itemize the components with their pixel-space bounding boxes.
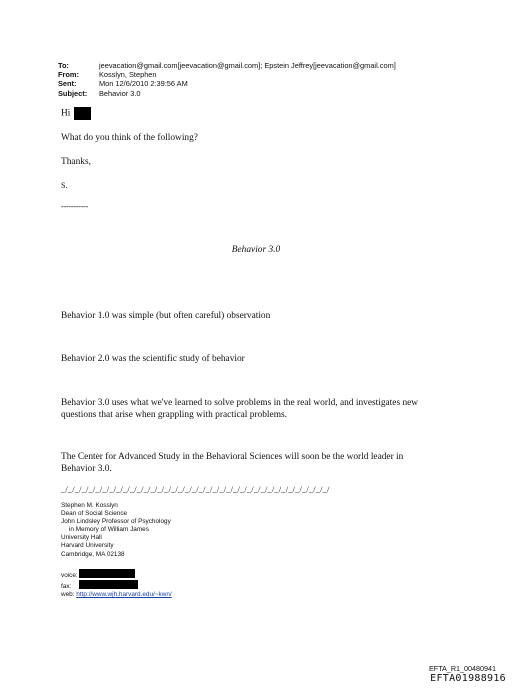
greeting: Hi <box>61 108 71 119</box>
subject-label: Subject: <box>58 88 88 98</box>
fax-row <box>61 580 172 591</box>
voice-redaction <box>79 569 135 578</box>
contact-block <box>61 569 172 599</box>
sent-label: Sent: <box>58 79 77 89</box>
email-header <box>58 61 396 98</box>
voice-label: voice: <box>61 572 78 579</box>
from-label: From: <box>58 70 79 80</box>
signature-title-3: in Memory of William James <box>69 526 149 534</box>
signature-address-3: Cambridge, MA 02138 <box>61 550 125 558</box>
to-value: jeevacation@gmail.com[jeevacation@gmail.com]; Epstein Jeffrey[jeevacation@gmail.com] <box>99 61 396 70</box>
question: What do you think of the following? <box>61 133 198 143</box>
from-value: Kosslyn, Stephen <box>99 70 157 80</box>
paragraph-behavior-2: Behavior 2.0 was the scientific study of behavior <box>61 354 245 364</box>
thanks: Thanks, <box>61 157 91 167</box>
greeting-line <box>61 107 91 120</box>
signature-title-1: Dean of Social Science <box>61 510 128 518</box>
paragraph-behavior-1: Behavior 1.0 was simple (but often careful) observation <box>61 311 271 321</box>
paragraph-behavior-3 <box>61 398 418 421</box>
paragraph-center-line1: The Center for Advanced Study in the Behavioral Sciences will soon be the world leader in <box>61 452 404 462</box>
signature-block <box>61 502 171 559</box>
signature-name: Stephen M. Kosslyn <box>61 502 118 509</box>
to-label: To: <box>58 61 69 70</box>
document-title: Behavior 3.0 <box>231 245 281 255</box>
subject-row <box>58 89 396 98</box>
signature-address-2: Harvard University <box>61 542 114 550</box>
fax-label: fax: <box>61 583 72 591</box>
bates-number: EFTA01988916 <box>430 673 506 684</box>
signature-address-1: University Hall <box>61 534 102 542</box>
redaction-box <box>74 107 91 120</box>
fax-redaction <box>79 580 138 589</box>
paragraph-behavior-3-line1: Behavior 3.0 uses what we've learned to solve problems in the real world, and investigates new <box>61 398 419 408</box>
sent-row <box>58 79 396 88</box>
sender-initial: S. <box>61 181 68 190</box>
web-label: web: <box>61 591 75 599</box>
from-row <box>58 70 396 79</box>
signature-title-2: John Lindsley Professor of Psychology <box>61 518 171 526</box>
sent-value: Mon 12/6/2010 2:39:56 AM <box>99 79 188 89</box>
paragraph-center-line2: Behavior 3.0. <box>61 463 112 474</box>
slash-divider: _/_/_/_/_/_/_/_/_/_/_/_/_/_/_/_/_/_/_/_/_/_/_/_/_/_/_/_/_/_/_/_/_/_/_/_/_/_/_/ <box>61 484 330 494</box>
web-row <box>61 591 172 599</box>
paragraph-center <box>61 452 403 475</box>
voice-row <box>61 569 172 580</box>
subject-value: Behavior 3.0 <box>99 88 141 98</box>
separator: ----------- <box>61 202 89 211</box>
document-id: EFTA_R1_00480941 <box>429 664 496 673</box>
to-row <box>58 61 396 70</box>
web-link[interactable]: http://www.wjh.harvard.edu/~kwn/ <box>76 591 172 599</box>
paragraph-behavior-3-line2: questions that arise when grappling with practical problems. <box>61 409 287 420</box>
